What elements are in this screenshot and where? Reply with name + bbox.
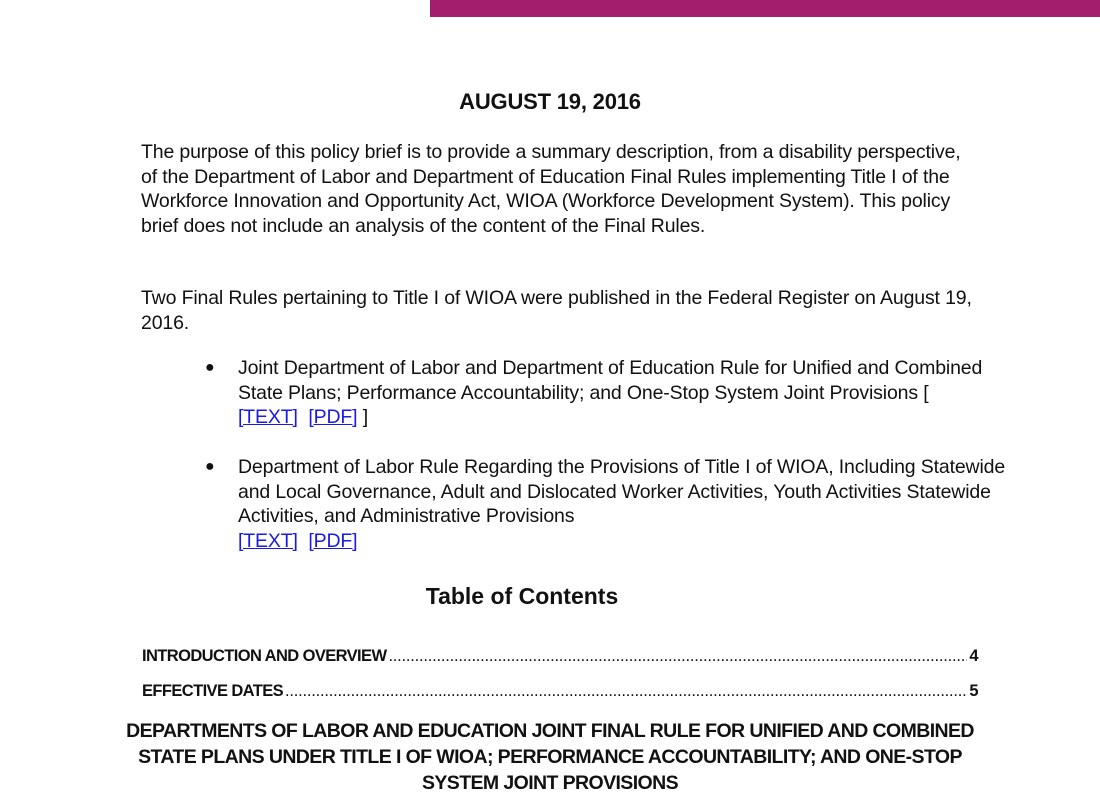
toc-entry-label[interactable]: EFFECTIVE DATES	[142, 682, 284, 700]
final-rules-paragraph: Two Final Rules pertaining to Title I of WIOA were published in the Federal Register on August 19, 2016.	[141, 287, 972, 334]
toc-leader-dots	[285, 682, 967, 701]
toc-leader-dots	[388, 647, 967, 666]
toc-entry-page[interactable]: 4	[969, 647, 978, 665]
rule-item-joint	[200, 356, 998, 430]
close-bracket: ]	[362, 406, 368, 428]
rule-text: Department of Labor Rule Regarding the Provisions of Title I of WIOA, Including Statewide and Local Governance, Adult and Dislocated Worker Activities, Youth Activities Statewide Activities, and Administrative Provisions	[238, 456, 1006, 527]
rule-pdf-link[interactable]: [PDF]	[308, 529, 358, 552]
open-bracket: [	[923, 381, 929, 404]
header-accent-bar	[430, 0, 1100, 17]
toc-entry[interactable]	[142, 647, 978, 666]
toc-entry[interactable]	[142, 682, 978, 701]
rule-text: Joint Department of Labor and Department of Education Rule for Unified and Combined State Plans; Performance Accountability; and One-Stop System Joint Provisions	[238, 357, 983, 404]
toc-entry-label[interactable]: INTRODUCTION AND OVERVIEW	[142, 647, 387, 665]
bullet-icon: ●	[205, 458, 215, 475]
rule-pdf-link[interactable]: [PDF]	[308, 406, 358, 428]
date-heading: AUGUST 19, 2016	[459, 89, 641, 114]
intro-paragraph: The purpose of this policy brief is to provide a summary description, from a disability perspective, of the Department of Labor and Department of Education Final Rules implementing Title I of the Workforce Innovation and Opportunity Act, WIOA (Workforce Development System). This policy brief does not include an analysis of the content of the Final Rules.	[141, 141, 961, 237]
rule-item-labor	[200, 455, 1028, 553]
toc-entry-page[interactable]: 5	[969, 682, 978, 700]
rule-text-link[interactable]: [TEXT]	[238, 406, 298, 428]
bullet-icon: ●	[205, 359, 215, 376]
toc-title: Table of Contents	[425, 583, 619, 609]
section-heading: DEPARTMENTS OF LABOR AND EDUCATION JOINT FINAL RULE FOR UNIFIED AND COMBINED STATE PLANS UNDER TITLE I OF WIOA; PERFORMANCE ACCOUNTABILITY; AND ONE-STOP SYSTEM JOINT PROVISIONS	[126, 720, 974, 794]
rule-text-link[interactable]: [TEXT]	[238, 529, 298, 552]
